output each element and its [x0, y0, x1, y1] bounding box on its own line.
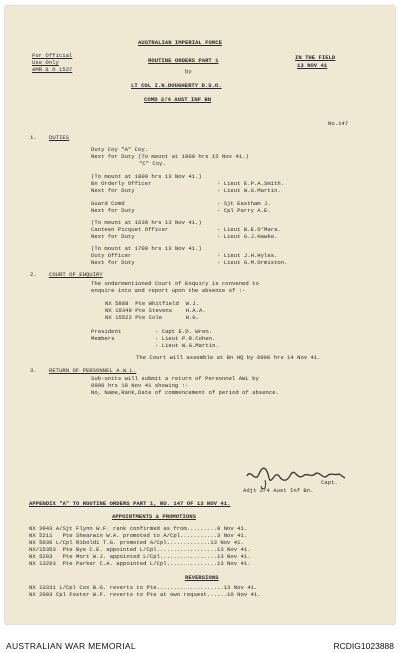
duty-person: - Lieut G.J.Hawke. [217, 233, 278, 240]
reversions-heading: REVERSIONS [185, 574, 219, 581]
duty-line: "C" Coy. [139, 160, 166, 167]
section-heading: RETURN OF PERSONNEL A.W.L. [49, 367, 137, 374]
signature-title: Adjt 2/4 Aust Inf Bn. [243, 487, 314, 494]
signature-rank: Capt. [321, 479, 338, 486]
court-text: enquire into and report upon the absence of :- [91, 287, 246, 294]
appointment-entry: NX/15363 Pte Bye C.E. appointed L/Cpl..................13 Nov 41. [29, 546, 251, 553]
reversion-entry: NX 13331 L/Cpl Cox B.G. reverts to Pte....................13 Nov 41. [29, 584, 258, 591]
command-name: COMD 2/4 AUST INF BN [144, 96, 212, 103]
court-role: President [91, 328, 122, 335]
appointment-entry: NX 3943 A/Sjt Flynn W.F. rank confirmed as from.........9 Nov 41. [29, 525, 248, 532]
by-label: by [185, 68, 192, 75]
duty-role: Next for Duty [91, 233, 135, 240]
appointment-entry: NX 5211 Pte Shearwin W.A. promoted to A/Cpl...........3 Nov 41. [29, 532, 248, 539]
section-number: 3. [30, 367, 37, 374]
order-date: 13 NOV 41 [297, 62, 328, 69]
duty-role: Next for Duty [91, 259, 135, 266]
duty-line: (To mount at 1700 hrs 13 Nov 41.) [91, 245, 202, 252]
official-use-2: Use Only [32, 59, 59, 66]
force-heading: AUSTRALIAN IMPERIAL FORCE [138, 39, 222, 46]
orders-title: ROUTINE ORDERS PART 1 [148, 57, 219, 64]
archive-id: RCDIG1023888 [333, 641, 394, 651]
duty-role: Next for Duty [91, 207, 135, 214]
duty-role: Canteen Picquet Officer [91, 226, 169, 233]
duty-role: Bn Orderly Officer [91, 180, 152, 187]
section-heading: DUTIES [49, 134, 70, 141]
court-role: Members [91, 335, 115, 342]
duty-line: (To mount at 1800 hrs 13 Nov 41.) [91, 173, 202, 180]
appendix-heading: APPENDIX "A" TO ROUTINE ORDERS PART 1, NO. 147 OF 13 NOV 41. [29, 500, 231, 507]
section-number: 1. [30, 134, 37, 141]
appointment-entry: NX 5936 L/Cpl Riboldi T.G. promoted A/Cpl.............13 Nov 41. [29, 539, 244, 546]
archive-name: AUSTRALIAN WAR MEMORIAL [6, 641, 136, 651]
duty-role: Guard Comd [91, 200, 125, 207]
return-text: No, Name,Rank,Date of commencement of period of absence. [91, 389, 279, 396]
duty-person: - Lieut J.H.Hyles. [217, 252, 278, 259]
duty-line: Next for Duty (To mount at 1800 hrs 15 Nov 41.) [91, 153, 249, 160]
order-number: No.147 [328, 120, 349, 127]
duty-line: Duty Coy "A" Coy. [91, 146, 149, 153]
duty-person: - Lieut B.E.O'Mara. [217, 226, 281, 233]
archive-footer [0, 627, 402, 653]
document-page [5, 6, 395, 624]
official-use-3: AMR & O 1537 [32, 66, 73, 73]
court-text: The Court will assemble at Bn HQ by 0900 hrs 14 Nov 41. [136, 354, 321, 361]
duty-person: - Lieut E.P.A.Smith. [217, 180, 285, 187]
court-person: - Lieut W.G.Martin. [155, 342, 219, 349]
absentee: NX 19349 Pte Stevens H.A.A. [105, 307, 206, 314]
section-number: 2. [30, 271, 37, 278]
commander-name: LT COL I.N.DOUGHERTY D.S.O. [131, 82, 222, 89]
official-use-1: For Official [32, 52, 73, 59]
duty-role: Duty Officer [91, 252, 132, 259]
return-text: Sub-units will submit a return of Personnel AWL by [91, 375, 259, 382]
duty-line: (To mount at 1630 hrs 13 Nov 41.) [91, 219, 202, 226]
reversion-entry: NX 2903 Cpl Foster W.F. reverts to Pte at own request......10 Nov 41. [29, 591, 261, 598]
absentee: NX 15522 Pte Cole H.G. [105, 314, 199, 321]
court-person: - Lieut P.R.Cohen. [155, 335, 216, 342]
appointments-heading: APPOINTMENTS & PROMOTIONS [112, 513, 196, 520]
duty-role: Next for Duty [91, 187, 135, 194]
court-person: - Capt E.D. Wren. [155, 328, 213, 335]
duty-person: - Cpl Parry A.E. [217, 207, 271, 214]
duty-person: - Lieut G.M.Ormiston. [217, 259, 288, 266]
court-text: The undermentioned Court of Enquiry is convened to [91, 280, 259, 287]
duty-person: - Sjt Eastham J. [217, 200, 271, 207]
appointment-entry: NX 13293 Pte Parker C.A. appointed L/Cpl...............13 Nov 41. [29, 560, 251, 567]
return-text: 0900 hrs 18 Nov 41 showing :- [91, 382, 189, 389]
duty-person: - Lieut W.G.Martin. [217, 187, 281, 194]
location: IN THE FIELD [295, 54, 336, 61]
section-heading: COURT OF ENQUIRY [49, 271, 103, 278]
absentee: NX 5888 Pte Whitfield W.J. [105, 300, 199, 307]
appointment-entry: NX 5283 Pte Mort W.J. appointed L/Cpl.................13 Nov 41. [29, 553, 251, 560]
